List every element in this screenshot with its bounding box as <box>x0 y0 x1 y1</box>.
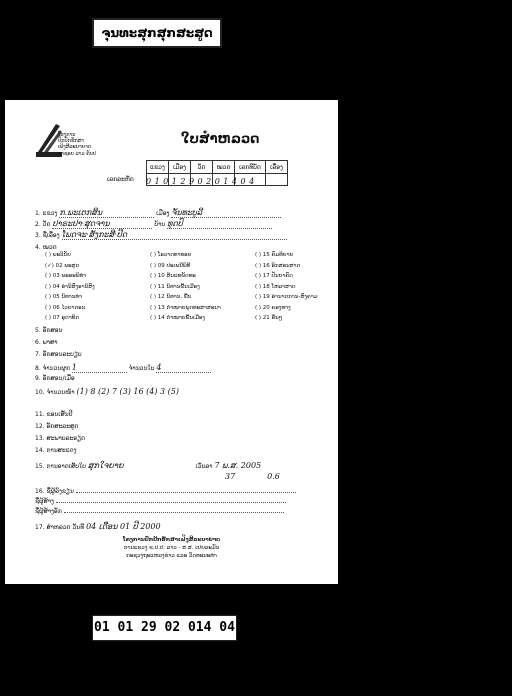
category-option[interactable]: ( ) 16 ອິກສອນສາດ <box>255 262 301 269</box>
row-temple: 2. ວັດ ປາຣະປາ·ສຸດຈານ ບ້ານ ທູດປົ <box>35 219 272 229</box>
code-header: ເມືອງ <box>169 161 191 174</box>
row-script: 5. ອັກສອນ <box>35 327 63 334</box>
org-name: ໂຮງການ ປົກປັກຮັກສາ ເຟິງສີລະນາຍາດ ລາຊອຍ ລາວ ຄັບປ <box>58 132 96 157</box>
row-script-date: 9. ອັກສອນ/ເມື່ອ <box>35 375 75 382</box>
category-option[interactable]: ( ) 09 ປະເພນີພິທີ <box>150 262 191 269</box>
code-header: ເລກທີບັດ <box>235 161 266 174</box>
category-option[interactable]: ( ) 15 ຄົມທິຍາຍ <box>255 252 294 258</box>
category-option[interactable]: ( ) 12 ນິທານ, ພື້ນ <box>150 294 192 300</box>
row-count: 8. ຈຳນວນຜູກ 1 ຈຳນວນໃບ 4 <box>35 363 211 373</box>
row-condition: 13. ສະພາບລະອຽດ <box>35 435 86 442</box>
category-option[interactable]: ( ) 10 ສິນແທພັດທະ <box>150 273 196 279</box>
row-reading-extra: 37 0.6 <box>225 472 280 481</box>
row-category: 4. ໝວດ <box>35 244 57 251</box>
category-option[interactable]: ( ) 19 ອຳນາດການ-ສົງຄາມ <box>255 294 318 300</box>
row-display: 14. ການສະແດງ <box>35 447 77 454</box>
category-option[interactable]: ( ) ພະວິນັຍ <box>45 252 71 258</box>
code-header: ໝວດ <box>213 161 235 174</box>
category-option[interactable]: ( ) 17 ປັນຍາຄົດ <box>255 273 293 279</box>
category-option[interactable]: ( ) 04 ອຳນິສົງອານິສົງ <box>45 283 95 290</box>
code-header: ແຂວງ <box>147 161 169 174</box>
category-option[interactable]: ( ) 11 ນິທານພື້ນເມືອງ <box>150 283 200 290</box>
code-label: ເລກລະຫັດ <box>107 176 134 183</box>
category-option[interactable]: ( ) 20 ຄອງທາງ <box>255 304 291 311</box>
code-digits: 0101290201404 <box>146 177 258 186</box>
category-option[interactable]: (✓) 02 ພະສູດ <box>45 262 80 269</box>
category-option[interactable]: ( ) 14 ກຳໝາຍພື້ນເມືອງ <box>150 315 206 321</box>
category-option[interactable]: ( ) 07 ອຸດາທິກ <box>45 315 79 321</box>
category-option[interactable]: ( ) 06 ໄວຍາກອນ <box>45 304 86 311</box>
row-author: 16. ຊື່ຜູ້ລົງຂຽນ <box>35 488 296 495</box>
category-option[interactable]: ( ) 03 ພະອະພິທຳ <box>45 273 87 279</box>
row-creator-script: ຊື່ຜູ້ສ້າງອັກ <box>35 508 284 515</box>
category-option[interactable]: ( ) ໂອວາດທາທອຍ <box>150 252 192 258</box>
row-survey-date: 17. ສຳຫລວດ ວັນທີ 04 ເດືອນ 01 ປີ 2000 <box>35 522 161 531</box>
header-label: ຈຸນທະສຸກສຸກສະສູດ <box>92 18 222 48</box>
row-creator: ຊື່ຜູ້ສ້າງ <box>35 498 286 505</box>
row-reading: 15. ການອາດເສັບໃບ ສຸກໃຈຍາຍ ເວັບລາ 7 ພ.ສ. 2005 <box>35 461 262 470</box>
row-province: 1. ແຂວງ ກ.ພະເຕກສິນ ເມືອງ ຈັນທະບູລີ <box>35 208 281 218</box>
category-option[interactable]: ( ) 13 ກຳໝາຍພຸດທະສາສະນາ <box>150 304 221 311</box>
form-footer: ໂຄງການປົກປັກຮັກສາເຟິງສີລະນາຍາດ ການແຂວງ ຂ.ປ.ປ. ລາວ - ສ.ສ. ເຢຍລະມັນ ກະຊວງຖະແຫລງຂ່າວ ແລະ ວັດທະນະທຳ <box>122 537 221 559</box>
code-header: ເລື່ອງ <box>266 161 288 174</box>
row-lines: 11. ຂອນເສັ້ນປີ <box>35 411 73 418</box>
row-writing: 7. ອັກສອນລະບຽບ <box>35 351 82 358</box>
row-pages: 10. ຈຳນວນໜ້າ (1) 8 (2) 7 (3) 16 (4) 3 (5) <box>35 387 179 396</box>
survey-form-sheet <box>5 100 338 584</box>
bottom-code-label: 01 01 29 02 014 04 <box>92 615 237 641</box>
row-language: 6. ພາສາ <box>35 339 58 346</box>
row-title: 3. ຊື່ເລື່ອງ ໂພດຈະ·ສັງກະສີ·ປີດ <box>35 230 287 240</box>
form-title: ໃບສຳຫລວດ <box>181 132 260 147</box>
category-option[interactable]: ( ) 21 ອື່ນໆ <box>255 315 283 321</box>
code-header: ວັດ <box>191 161 213 174</box>
category-option[interactable]: ( ) 18 ໂຫລາສາດ <box>255 283 296 290</box>
row-material: 12. ອັກສະລະສູດ <box>35 423 79 430</box>
category-option[interactable]: ( ) 05 ນິທານທຳ <box>45 294 82 300</box>
